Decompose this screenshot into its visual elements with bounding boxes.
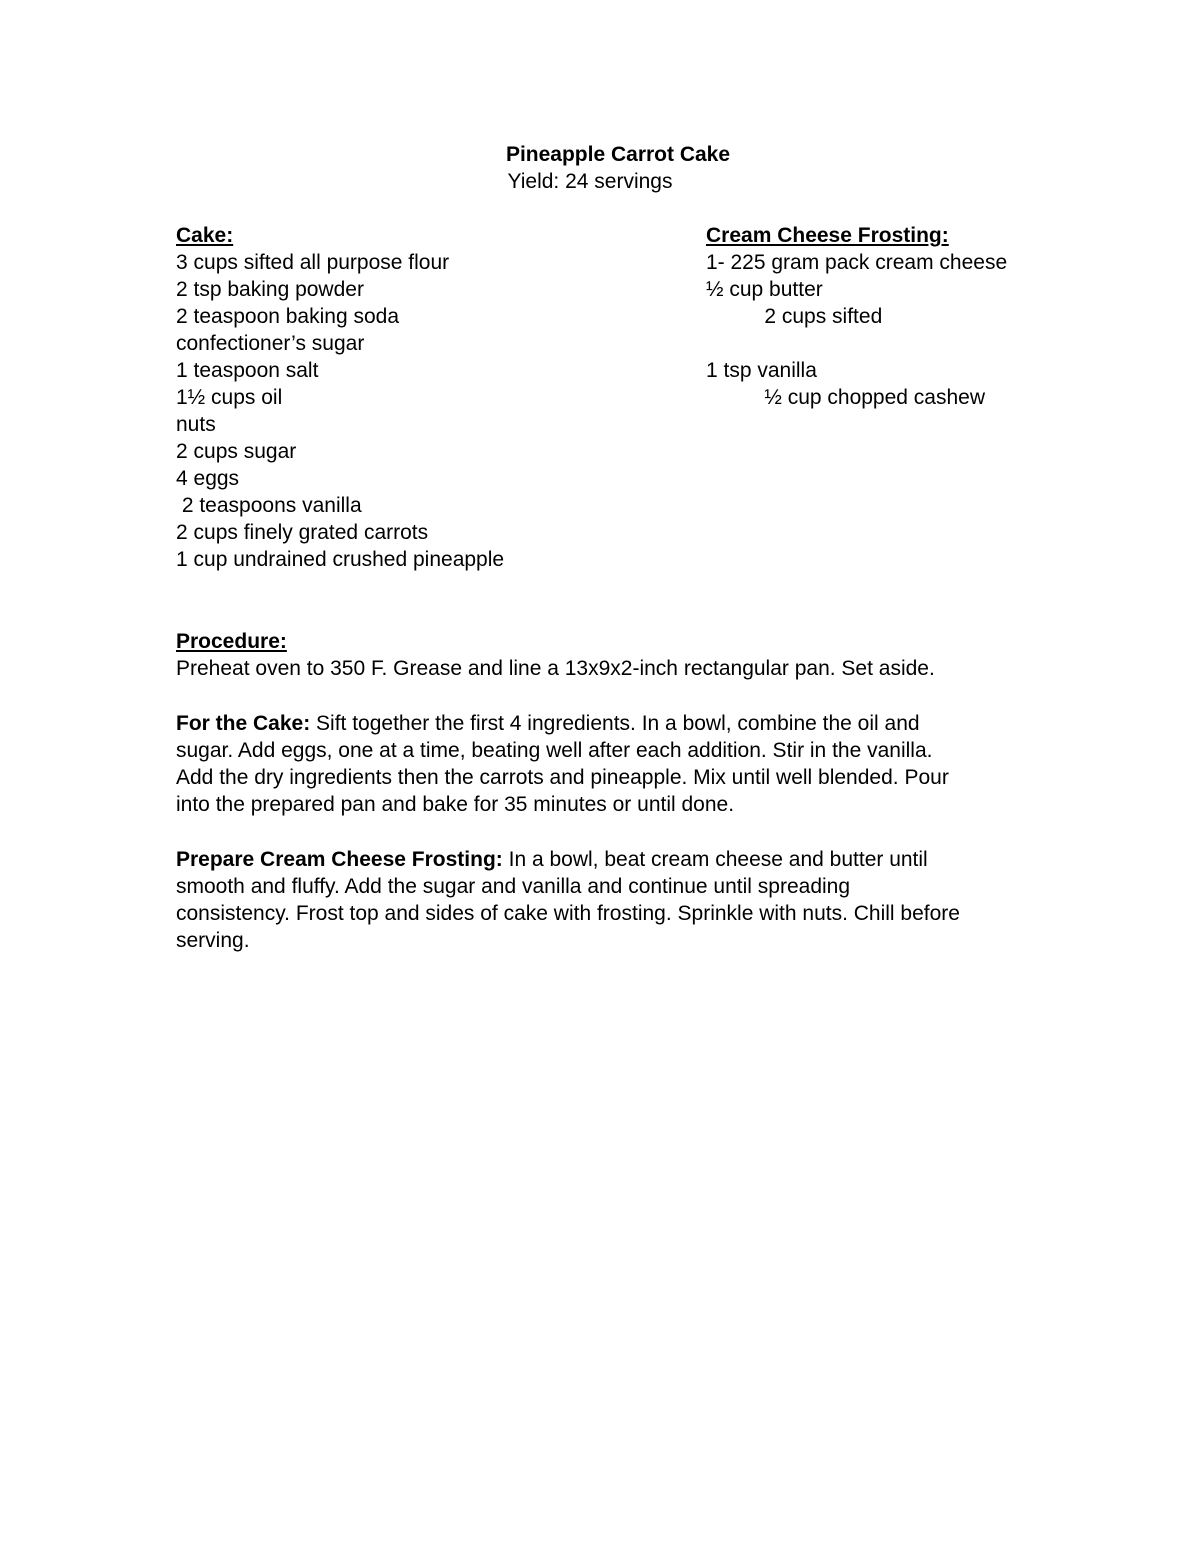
cake-procedure-label: For the Cake: [176,712,311,735]
frosting-heading: Cream Cheese Frosting: [706,224,949,247]
ingredient-line: 4 eggs [176,467,240,490]
procedure-text: consistency. Frost top and sides of cake with frosting. Sprinkle with nuts. Chill before [176,902,960,925]
ingredient-line: 2 teaspoon baking soda [176,305,400,328]
procedure-text: Sift together the first 4 ingredients. In a bowl, combine the oil and [310,712,920,735]
procedure-text: into the prepared pan and bake for 35 minutes or until done. [176,793,735,816]
procedure-text: sugar. Add eggs, one at a time, beating well after each addition. Stir in the vanilla. [176,739,933,762]
cake-procedure [176,710,1076,818]
recipe-yield: Yield: 24 servings [507,170,673,193]
ingredient-line: 1½ cups oil [176,386,283,409]
ingredient-line: 1 cup undrained crushed pineapple [176,548,505,571]
ingredient-line: 3 cups sifted all purpose flour [176,251,450,274]
preheat-step: Preheat oven to 350 F. Grease and line a 13x9x2-inch rectangular pan. Set aside. [176,657,935,680]
ingredient-line: 1 teaspoon salt [176,359,319,382]
frosting-ingredients [706,222,1007,411]
ingredient-line: 2 tsp baking powder [176,278,364,301]
frosting-procedure [176,846,1076,954]
procedure-text: In a bowl, beat cream cheese and butter until [502,848,928,871]
ingredient-line: 1- 225 gram pack cream cheese [706,251,1008,274]
ingredient-line: 2 cups sugar [176,440,297,463]
ingredient-line: 2 teaspoons vanilla [176,494,362,517]
ingredient-line: 2 cups finely grated carrots [176,521,429,544]
ingredient-line: confectioner’s sugar [176,332,365,355]
procedure-heading: Procedure: [176,630,287,653]
frosting-procedure-label: Prepare Cream Cheese Frosting: [176,848,503,871]
procedure-text: Add the dry ingredients then the carrots and pineapple. Mix until well blended. Pour [176,766,949,789]
cake-heading: Cake: [176,224,234,247]
ingredient-line: ½ cup butter [706,278,823,301]
procedure-text: serving. [176,929,250,952]
ingredient-line: nuts [176,413,216,436]
procedure-text: smooth and fluffy. Add the sugar and vanilla and continue until spreading [176,875,851,898]
ingredient-line: 2 cups sifted [706,305,883,328]
ingredient-line: ½ cup chopped cashew [706,386,985,409]
procedure-section [176,628,1076,682]
cake-ingredients [176,222,504,573]
ingredient-line [706,330,1007,357]
recipe-title: Pineapple Carrot Cake [505,143,731,166]
ingredient-line: 1 tsp vanilla [706,359,817,382]
